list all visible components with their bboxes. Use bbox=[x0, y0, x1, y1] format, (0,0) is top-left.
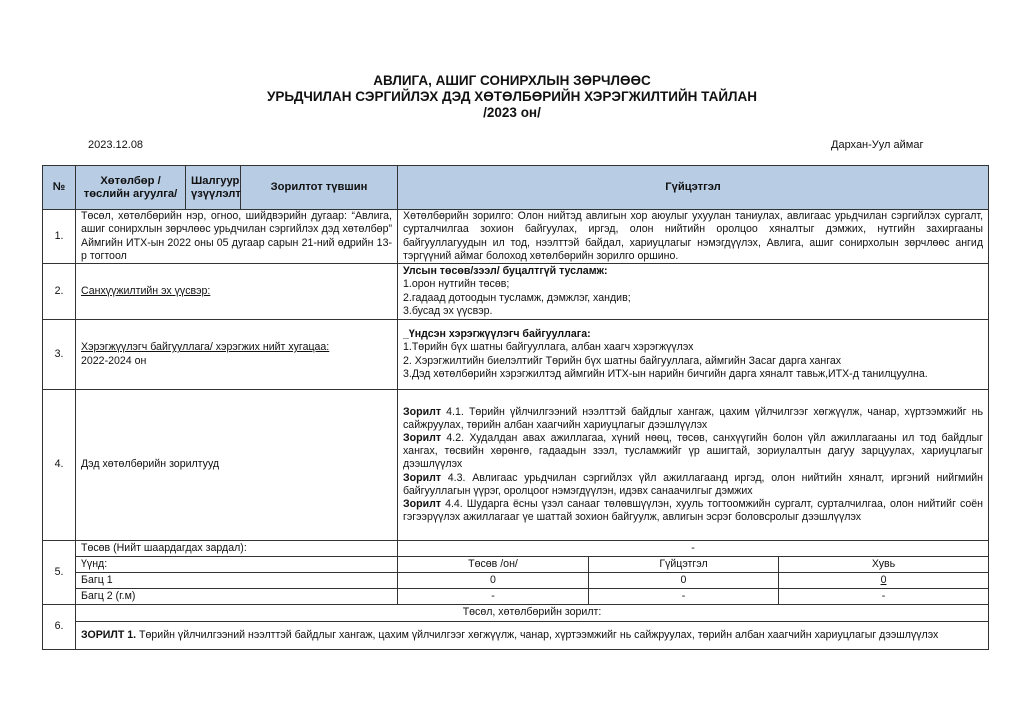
objective-item: Зорилт 4.4. Шударга ёсны үзэл санааг төлөвшүүлэн, хууль тогтоомжийн сургалт, сурталчилгаа, олон нийтийг соён гэгээрүүлэх ажиллагааг үе шаттай зохион байгуулж, авлигын эсрэг боловсролыг дээшлүүлэх bbox=[403, 498, 984, 524]
program-name-cell: Төсөл, хөтөлбөрийн нэр, огноо, шийдвэрийн дугаар: “Авлига, ашиг сонирхлын зөрчлөөс урьдчилан сэргийлэх дэд хөтөлбөр” Аймгийн ИТХ-ын 2022 оны 05 дугаар сарын 21-ний өдрийн 13-р тогтоол bbox=[76, 210, 398, 264]
subcol-budget: Төсөв /он/ bbox=[398, 557, 589, 573]
package-percent: 0 bbox=[779, 573, 989, 589]
package-label: Багц 2 (г.м) bbox=[76, 589, 398, 605]
report-table bbox=[42, 165, 989, 650]
project-objective-1: ЗОРИЛТ 1. Төрийн үйлчилгээний нээлттэй байдлыг хангаж, цахим үйлчилгээг хөгжүүлж, чанар, хүртээмжийг нь сайжруулах, төрийн албан хаагчийн хариуцлагыг дээшлүүлэх bbox=[76, 622, 989, 650]
col-header-no: № bbox=[43, 166, 76, 210]
objective-item: Зорилт 4.2. Худалдан авах ажиллагаа, хүний нөөц, төсөв, санхүүгийн болон үйл ажиллагааны ил тод байдлыг хангах, төсвийн хөрөнгө, гадаадын зээл, тусламжийг үр ашигтай, зориулалтын дагуу зарцуулах, хариуцлагыг дээшлүүлэх bbox=[403, 431, 984, 471]
report-region: Дархан-Уул аймаг bbox=[831, 139, 924, 151]
table-row-4 bbox=[43, 390, 989, 541]
table-row-2 bbox=[43, 264, 989, 320]
package-budget: - bbox=[398, 589, 589, 605]
package-label: Багц 1 bbox=[76, 573, 398, 589]
table-row-1 bbox=[43, 210, 989, 264]
implementer-label-cell bbox=[76, 320, 398, 390]
sub-program-objectives-label: Дэд хөтөлбөрийн зорилтууд bbox=[76, 390, 398, 541]
row-number: 6. bbox=[43, 605, 76, 650]
objective-item: Зорилт 4.1. Төрийн үйлчилгээний нээлттэй байдлыг хангаж, цахим үйлчилгээг хөгжүүлж, чанар, хүртээмжийг нь сайжруулах, төрийн албан хаагчийн хариуцлагыг дээшлүүлэх bbox=[403, 405, 984, 431]
subcol-percent: Хувь bbox=[779, 557, 989, 573]
report-title-year: /2023 он/ bbox=[483, 105, 541, 120]
sub-label: Үүнд: bbox=[76, 557, 398, 573]
package-row bbox=[43, 573, 989, 589]
implementer-item: 3.Дэд хөтөлбөрийн хэрэгжилтэд аймгийн ИТХ-ын нарийн бичгийн дарга хяналт тавьж,ИТХ-д танилцуулна. bbox=[403, 367, 928, 380]
funding-item: 3.бусад эх үүсвэр. bbox=[403, 304, 493, 317]
package-budget: 0 bbox=[398, 573, 589, 589]
funding-item: 1.орон нутгийн төсөв; bbox=[403, 278, 510, 291]
table-row-3 bbox=[43, 320, 989, 390]
implementer-item: 2. Хэрэгжилтийн биелэлтийг Төрийн бүх шатны байгууллага, аймгийн Засаг дарга хангах bbox=[403, 354, 842, 367]
col-header-program: Хөтөлбөр /төслийн агуулга/ bbox=[76, 166, 186, 210]
implementation-period: 2022-2024 он bbox=[81, 354, 147, 367]
report-date: 2023.12.08 bbox=[88, 139, 144, 151]
objectives-cell bbox=[398, 390, 989, 541]
table-row-6-objective bbox=[43, 622, 989, 650]
funding-item: 2.гадаад дотоодын тусламж, дэмжлэг, хандив; bbox=[403, 291, 631, 304]
row-number: 2. bbox=[43, 264, 76, 320]
col-header-criteria: Шалгуур үзүүлэлт bbox=[186, 166, 241, 210]
package-performance: 0 bbox=[589, 573, 779, 589]
implementer-cell bbox=[398, 320, 989, 390]
implementer-item: 1.Төрийн бүх шатны байгууллага, албан хаагч хэрэгжүүлэх bbox=[403, 341, 694, 354]
funding-source-cell bbox=[398, 264, 989, 320]
col-header-performance: Гүйцэтгэл bbox=[398, 166, 989, 210]
project-objective-heading: Төсөл, хөтөлбөрийн зорилт: bbox=[76, 605, 989, 622]
row-number: 4. bbox=[43, 390, 76, 541]
package-performance: - bbox=[589, 589, 779, 605]
subcol-performance: Гүйцэтгэл bbox=[589, 557, 779, 573]
table-header-row bbox=[43, 166, 989, 210]
objective-item: Зорилт 4.3. Авлигаас урьдчилан сэргийлэх үйл ажиллагаанд иргэд, олон нийтийн хяналт, иргэний нийгмийн байгууллагын үүрэг, оролцоог нэмэгдүүлэн, идэвх санаачилгыг дэмжих bbox=[403, 471, 984, 497]
funding-source-label: Санхүүжилтийн эх үүсвэр: bbox=[76, 264, 398, 320]
report-title-line2: УРЬДЧИЛАН СЭРГИЙЛЭХ ДЭД ХӨТӨЛБӨРИЙН ХЭРЭГЖИЛТИЙН ТАЙЛАН bbox=[267, 89, 757, 104]
implementer-heading: _Үндсэн хэрэгжүүлэгч байгууллага: bbox=[403, 328, 591, 341]
package-row bbox=[43, 589, 989, 605]
report-title-line1: АВЛИГА, АШИГ СОНИРХЛЫН ЗӨРЧЛӨӨС bbox=[373, 73, 651, 88]
implementer-label: Хэрэгжүүлэгч байгууллага/ хэрэгжих нийт хугацаа: bbox=[81, 341, 330, 354]
table-row-6-heading bbox=[43, 605, 989, 622]
budget-label: Төсөв (Нийт шаардагдах зардал): bbox=[76, 541, 398, 557]
budget-value: - bbox=[398, 541, 989, 557]
row-number: 5. bbox=[43, 541, 76, 605]
row-number: 3. bbox=[43, 320, 76, 390]
package-percent: - bbox=[779, 589, 989, 605]
funding-heading: Улсын төсөв/зээл/ буцалтгүй тусламж: bbox=[403, 265, 608, 278]
program-goal-cell: Хөтөлбөрийн зорилго: Олон нийтэд авлигын хор аюулыг ухуулан таниулах, авлигаас урьдчилан сэргийлэх сургалт, сурталчилгаа зохион байгуулах, иргэд, олон нийтийн оролцоо хяналтыг дэмжих, нутгийн захиргааны байгууллагуудын ил тод, нээлттэй байдал, хариуцлагыг нэмэгдүүлэх, Авлига, ашиг сонирхолын зөрчлөөс ангид тэргүүний аймаг болоход хөтөлбөрийн зорилго оршино. bbox=[398, 210, 989, 264]
col-header-target: Зорилтот түвшин bbox=[241, 166, 398, 210]
row-number: 1. bbox=[43, 210, 76, 264]
table-row-5-budget bbox=[43, 541, 989, 557]
table-row-5-subheader bbox=[43, 557, 989, 573]
